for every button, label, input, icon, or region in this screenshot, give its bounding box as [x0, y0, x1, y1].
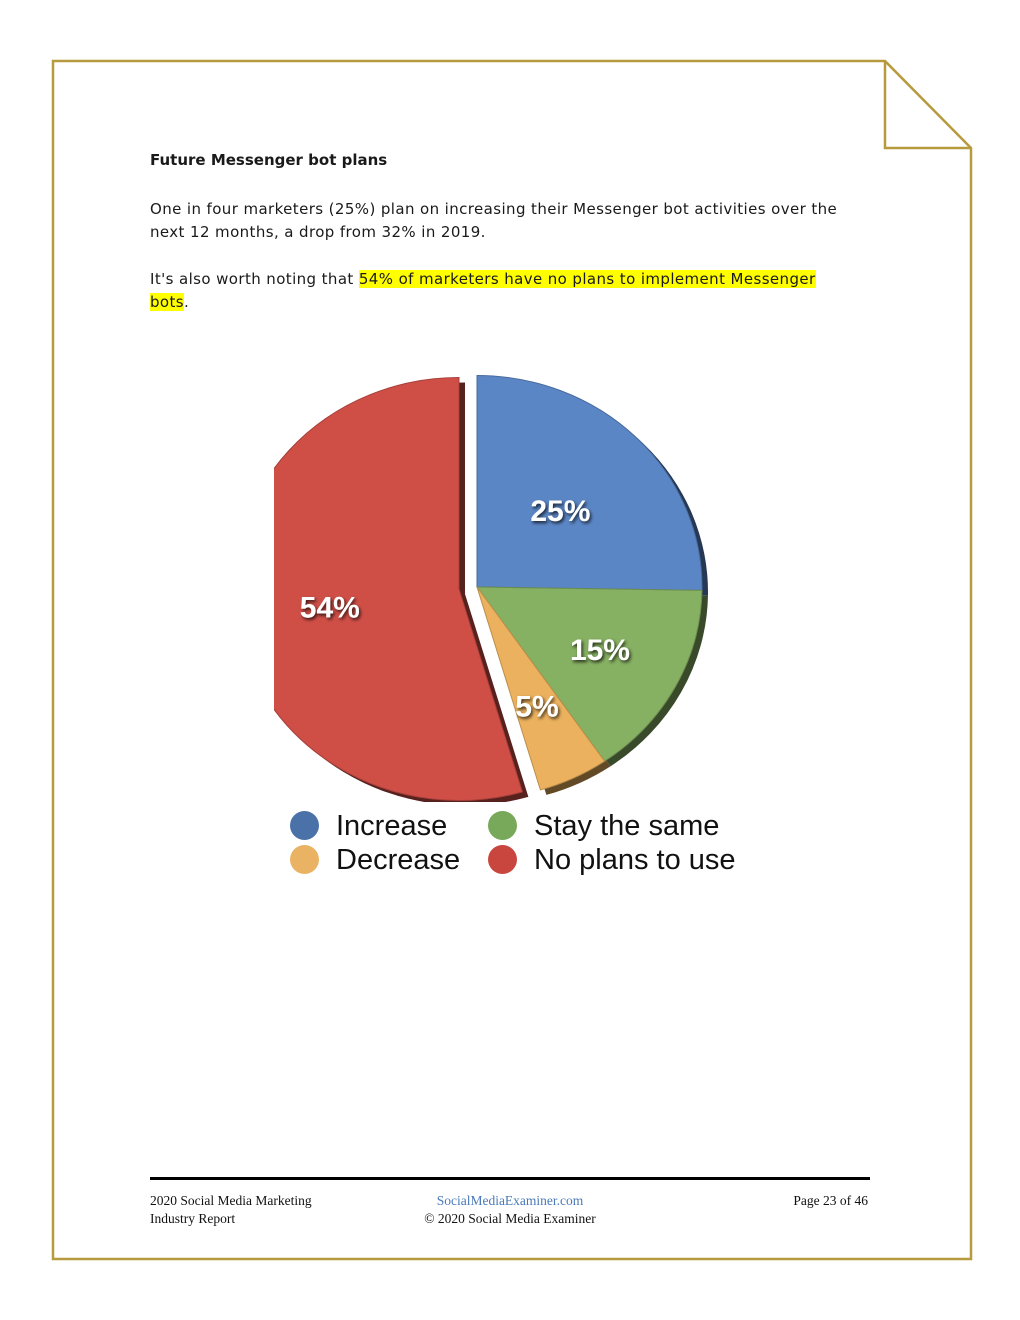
footer-report-title: 2020 Social Media Marketing Industry Report	[150, 1193, 312, 1226]
highlight-text-cont: bots	[150, 293, 184, 311]
paragraph-2	[150, 268, 850, 314]
legend-item-decrease: Decrease	[290, 844, 460, 877]
legend-item-no-plans: No plans to use	[488, 844, 736, 877]
footer-center	[400, 1192, 620, 1228]
pie-slice-increase	[477, 376, 702, 591]
pie-svg	[274, 352, 750, 802]
paragraph-2-intro: It's also worth noting that	[150, 270, 359, 288]
data-label: 15%	[569, 633, 630, 667]
footer-site-link[interactable]: SocialMediaExaminer.com	[436, 1193, 584, 1208]
data-label: 25%	[530, 494, 591, 528]
paragraph-1: One in four marketers (25%) plan on increasing their Messenger bot activities over the next 12 months, a drop from 32% in 2019.	[150, 200, 838, 241]
pie-chart	[274, 352, 750, 882]
legend-dot	[488, 845, 517, 874]
legend-dot	[488, 811, 517, 840]
data-label: 5%	[515, 690, 559, 724]
legend-item-increase: Increase	[290, 810, 447, 843]
footer-rule	[150, 1177, 870, 1180]
footer-copyright: © 2020 Social Media Examiner	[424, 1211, 596, 1226]
section-heading: Future Messenger bot plans	[150, 151, 388, 169]
legend-item-stay: Stay the same	[488, 810, 719, 843]
legend-dot	[290, 845, 319, 874]
legend-dot	[290, 811, 319, 840]
paragraph-2-end: .	[184, 293, 190, 311]
footer-page-number: Page 23 of 46	[793, 1193, 868, 1208]
highlight-text: 54% of marketers have no plans to implement Messenger	[358, 270, 816, 288]
data-label: 54%	[299, 591, 360, 625]
